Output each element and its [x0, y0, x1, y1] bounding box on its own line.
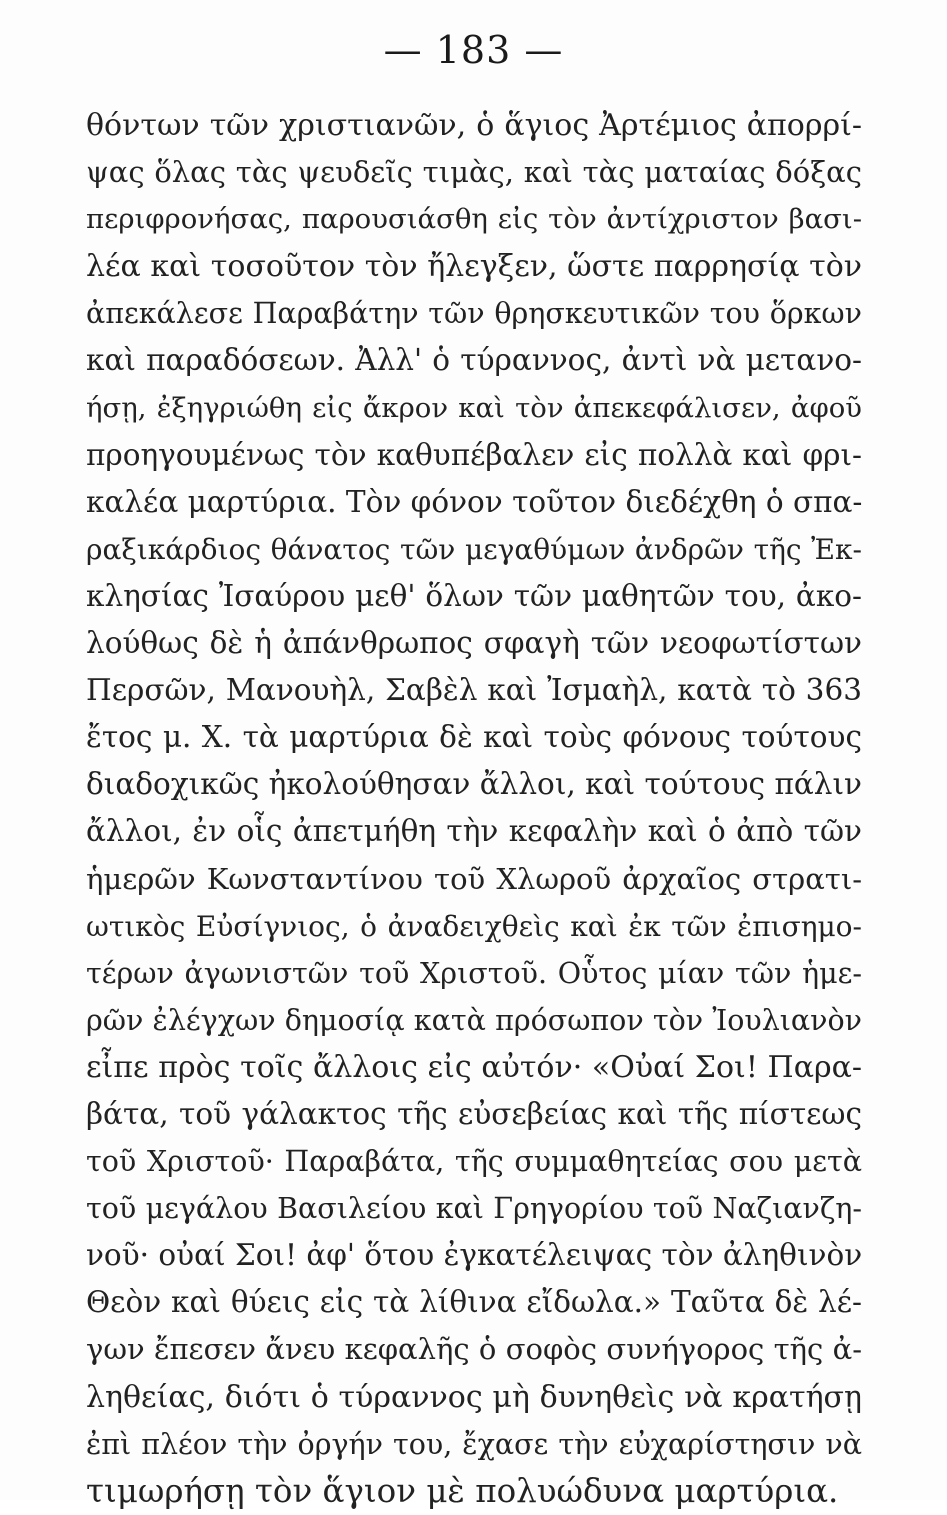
text-line: περιφρονήσας, παρουσιάσθη εἰς τὸν ἀντίχριστον βασι-: [86, 203, 862, 236]
text-line: ρῶν ἐλέγχων δημοσίᾳ κατὰ πρόσωπον τὸν Ἰουλιανὸν: [86, 1003, 862, 1037]
text-line: Θεὸν καὶ θύεις εἰς τὰ λίθινα εἴδωλα.» Ταῦτα δὲ λέ-: [86, 1285, 862, 1320]
text-line: ἄλλοι, ἐν οἷς ἀπετμήθη τὴν κεφαλὴν καὶ ὁ ἀπὸ τῶν: [86, 814, 862, 849]
text-line: ήσῃ, ἐξηγριώθη εἰς ἄκρον καὶ τὸν ἀπεκεφάλισεν, ἀφοῦ: [86, 391, 862, 424]
text-line: ἔτος μ. Χ. τὰ μαρτύρια δὲ καὶ τοὺς φόνους τούτους: [86, 720, 862, 755]
text-line: τοῦ Χριστοῦ· Παραβάτα, τῆς συμμαθητείας σου μετὰ: [86, 1145, 862, 1179]
text-line: τιμωρήσῃ τὸν ἅγιον μὲ πολυώδυνα μαρτύρια.: [86, 1471, 839, 1510]
text-line: καὶ παραδόσεων. Ἀλλ' ὁ τύραννος, ἀντὶ νὰ μετανο-: [86, 343, 862, 378]
text-line: βάτα, τοῦ γάλακτος τῆς εὐσεβείας καὶ τῆς πίστεως: [86, 1096, 862, 1131]
page-number: — 183 —: [383, 28, 564, 72]
text-line: καλέα μαρτύρια. Τὸν φόνον τοῦτον διεδέχθη ὁ σπα-: [86, 484, 863, 519]
text-line: Περσῶν, Μανουὴλ, Σαβὲλ καὶ Ἰσμαὴλ, κατὰ τὸ 363: [86, 673, 862, 708]
text-line: ωτικὸς Εὐσίγνιος, ὁ ἀναδειχθεὶς καὶ ἐκ τῶν ἐπισημο-: [86, 909, 862, 943]
body-text: [86, 102, 862, 1515]
text-line: ἐπὶ πλέον τὴν ὀργήν του, ἔχασε τὴν εὐχαρίστησιν νὰ: [86, 1427, 862, 1461]
text-line: ληθείας, διότι ὁ τύραννος μὴ δυνηθεὶς νὰ κρατήσῃ: [86, 1379, 862, 1415]
text-line: λέα καὶ τοσοῦτον τὸν ἤλεγξεν, ὥστε παρρησίᾳ τὸν: [86, 249, 862, 285]
text-line: κλησίας Ἰσαύρου μεθ' ὅλων τῶν μαθητῶν του, ἀκο-: [86, 578, 862, 613]
text-line: νοῦ· οὐαί Σοι! ἀφ' ὅτου ἐγκατέλειψας τὸν ἀληθινὸν: [86, 1238, 863, 1273]
text-line: τοῦ μεγάλου Βασιλείου καὶ Γρηγορίου τοῦ Ναζιανζη-: [86, 1192, 862, 1226]
text-line: ἀπεκάλεσε Παραβάτην τῶν θρησκευτικῶν του ὅρκων: [86, 297, 862, 331]
text-line: θόντων τῶν χριστιανῶν, ὁ ἅγιος Ἀρτέμιος ἀπορρί-: [86, 108, 862, 143]
text-line: τέρων ἀγωνιστῶν τοῦ Χριστοῦ. Οὗτος μίαν τῶν ἡμε-: [86, 956, 862, 990]
text-line: προηγουμένως τὸν καθυπέβαλεν εἰς πολλὰ καὶ φρι-: [86, 437, 862, 472]
text-line: γων ἔπεσεν ἄνευ κεφαλῆς ὁ σοφὸς συνήγορος τῆς ἀ-: [86, 1332, 862, 1367]
text-line: λούθως δὲ ἡ ἀπάνθρωπος σφαγὴ τῶν νεοφωτίστων: [86, 626, 862, 661]
text-line: ψας ὅλας τὰς ψευδεῖς τιμὰς, καὶ τὰς ματαίας δόξας: [86, 155, 862, 190]
text-line: εἶπε πρὸς τοῖς ἄλλοις εἰς αὐτόν· «Οὐαί Σοι! Παρα-: [86, 1049, 862, 1085]
text-line: ἡμερῶν Κωνσταντίνου τοῦ Χλωροῦ ἀρχαῖος στρατι-: [86, 861, 862, 896]
text-line: διαδοχικῶς ἠκολούθησαν ἄλλοι, καὶ τούτους πάλιν: [86, 767, 862, 802]
text-line: ραξικάρδιος θάνατος τῶν μεγαθύμων ἀνδρῶν τῆς Ἐκ-: [86, 532, 862, 566]
